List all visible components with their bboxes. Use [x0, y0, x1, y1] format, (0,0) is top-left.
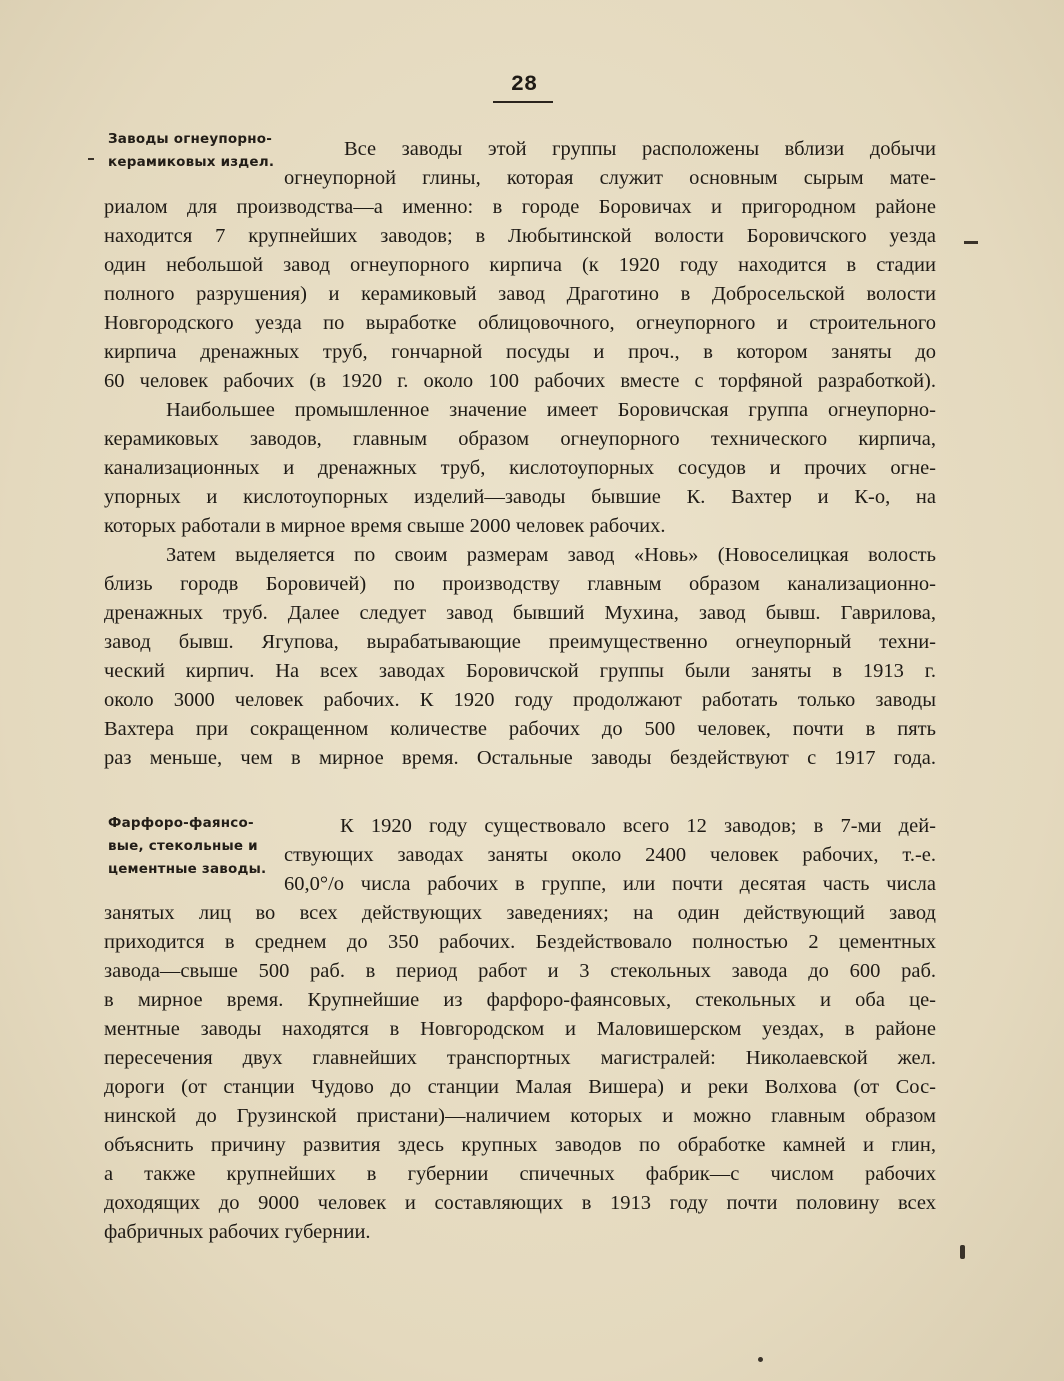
print-speck	[88, 158, 94, 160]
page-number-underline	[493, 101, 553, 103]
text-line: нинской до Грузинской пристани)—наличием которых и можно главным образом	[104, 1105, 936, 1127]
text-line: завода—свыше 500 раб. в период работ и 3 стекольных завода до 600 раб.	[104, 960, 936, 982]
text-line: Наибольшее промышленное значение имеет Боровичская группа огнеупорно-	[166, 399, 936, 421]
text-line: ческий кирпич. На всех заводах Боровичской группы были заняты в 1913 г.	[104, 660, 936, 682]
text-line: пересечения двух главнейших транспортных магистралей: Николаевской жел.	[104, 1047, 936, 1069]
margin-title-line: керамиковых издел.	[108, 154, 275, 170]
text-line: приходится в среднем до 350 рабочих. Бездействовало полностью 2 цементных	[104, 931, 936, 953]
text-line: Вахтера при сокращенном количестве рабочих до 500 человек, почти в пять	[104, 718, 936, 740]
text-line: керамиковых заводов, главным образом огнеупорного технического кирпича,	[104, 428, 936, 450]
text-line: завод бывш. Ягупова, вырабатывающие преимущественно огнеупорный техни-	[104, 631, 936, 653]
text-line: Новгородского уезда по выработке облицовочного, огнеупорного и строительного	[104, 312, 936, 334]
section-refractory-text	[104, 135, 936, 773]
text-line: объяснить причину развития здесь крупных заводов по обработке камней и глин,	[104, 1134, 936, 1156]
print-speck	[960, 1245, 965, 1259]
page-number: 28	[510, 72, 538, 97]
text-line: Все заводы этой группы расположены вблизи добычи	[344, 138, 936, 160]
print-speck	[964, 241, 978, 244]
text-line: 60 человек рабочих (в 1920 г. около 100 рабочих вместе с торфяной разработкой).	[104, 370, 936, 392]
section-porcelain-text	[104, 812, 936, 1247]
text-line: а также крупнейших в губернии спичечных фабрик—с числом рабочих	[104, 1163, 936, 1185]
margin-title-line: Заводы огнеупорно-	[108, 131, 273, 147]
text-line: упорных и кислотоупорных изделий—заводы бывшие К. Вахтер и К-о, на	[104, 486, 936, 508]
text-line: доходящих до 9000 человек и составляющих в 1913 году почти половину всех	[104, 1192, 936, 1214]
text-line: ствующих заводах заняты около 2400 человек рабочих, т.-е.	[284, 844, 936, 866]
print-speck	[758, 1357, 763, 1362]
text-line: дренажных труб. Далее следует завод бывший Мухина, завод бывш. Гаврилова,	[104, 602, 936, 624]
text-line: ментные заводы находятся в Новгородском и Маловишерском уездах, в районе	[104, 1018, 936, 1040]
text-line: около 3000 человек рабочих. К 1920 году продолжают работать только заводы	[104, 689, 936, 711]
text-line: огнеупорной глины, которая служит основным сырым мате-	[284, 167, 936, 189]
text-line: канализационных и дренажных труб, кислотоупорных сосудов и прочих огне-	[104, 457, 936, 479]
text-line: полного разрушения) и керамиковый завод Драготино в Добросельской волости	[104, 283, 936, 305]
margin-title-line: Фарфоро-фаянсо-	[108, 815, 254, 831]
text-line: один небольшой завод огнеупорного кирпича (к 1920 году находится в стадии	[104, 254, 936, 276]
text-line: кирпича дренажных труб, гончарной посуды и проч., в котором заняты до	[104, 341, 936, 363]
text-line: 60,0°/о числа рабочих в группе, или почти десятая часть числа	[284, 873, 936, 895]
text-line: К 1920 году существовало всего 12 заводов; в 7-ми дей-	[340, 815, 936, 837]
text-line: находится 7 крупнейших заводов; в Любытинской волости Боровичского уезда	[104, 225, 936, 247]
text-line: Затем выделяется по своим размерам завод «Новь» (Новоселицкая волость	[166, 544, 936, 566]
text-line: которых работали в мирное время свыше 2000 человек рабочих.	[104, 515, 666, 537]
text-line: раз меньше, чем в мирное время. Остальные заводы бездействуют с 1917 года.	[104, 747, 936, 769]
margin-title-line: цементные заводы.	[108, 861, 267, 877]
margin-title-line: вые, стекольные и	[108, 838, 258, 854]
text-line: риалом для производства—а именно: в городе Боровичах и пригородном районе	[104, 196, 936, 218]
text-line: занятых лиц во всех действующих заведениях; на один действующий завод	[104, 902, 936, 924]
text-line: дороги (от станции Чудово до станции Малая Вишера) и реки Волхова (от Сос-	[104, 1076, 936, 1098]
text-line: фабричных рабочих губернии.	[104, 1221, 371, 1243]
text-line: близь городв Боровичей) по производству главным образом канализационно-	[104, 573, 936, 595]
text-line: в мирное время. Крупнейшие из фарфоро-фаянсовых, стекольных и оба це-	[104, 989, 936, 1011]
